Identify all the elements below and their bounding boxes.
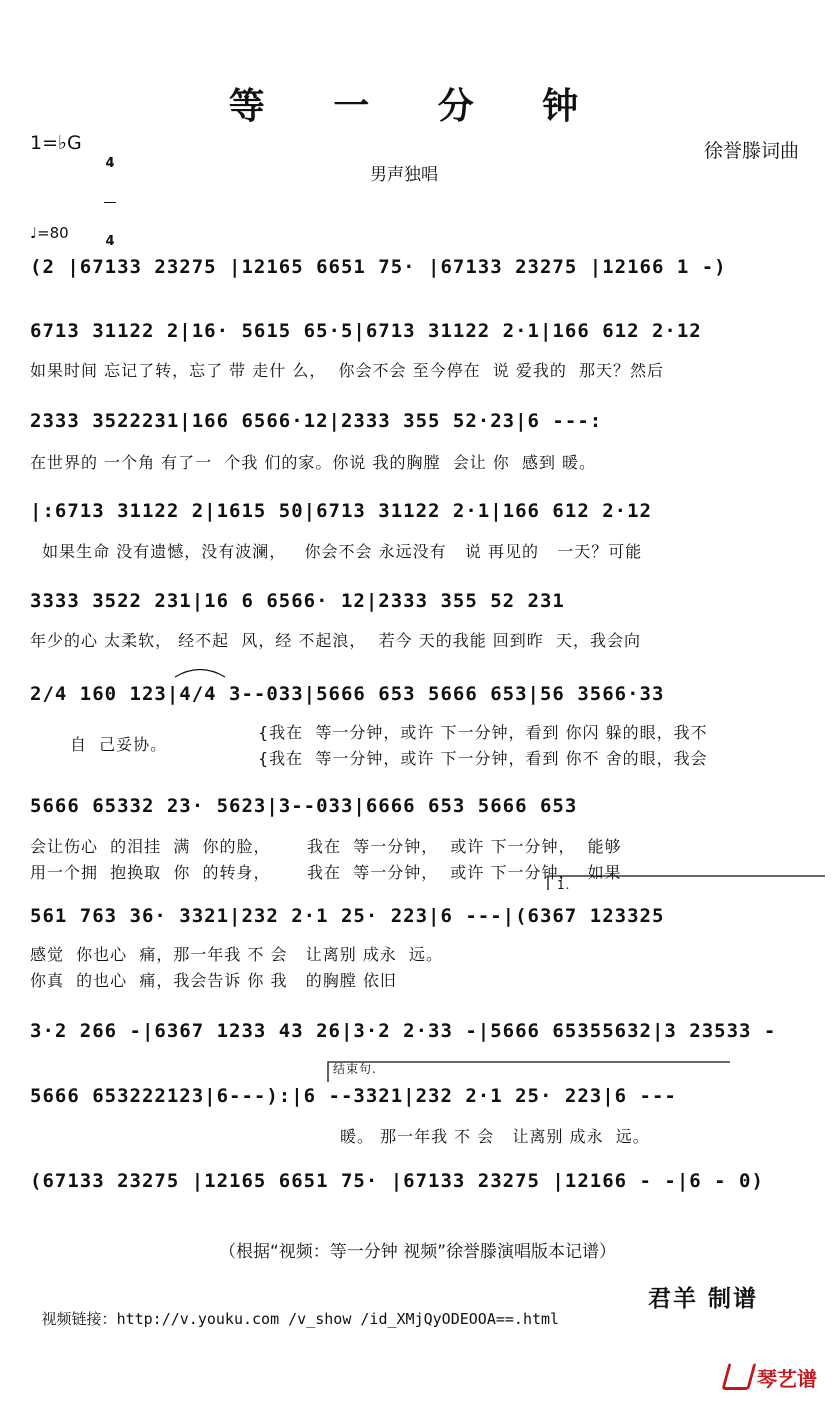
transcription-note: （根据“视频：等一分钟 视频”徐誉滕演唱版本记谱） (218, 1242, 617, 1262)
staff-line-6-notes: 2/4 160 123|4/4 3--033|5666 653 5666 653|56 3566·33 (30, 683, 665, 705)
video-link (32, 1290, 559, 1329)
staff-line-7-lyrics-verse-2: 用一个拥 抱换取 你 的转身， 我在 等一分钟， 或许 下一分钟， 如果 (30, 863, 622, 882)
slur (175, 670, 225, 678)
logo-text: 琴艺谱 (757, 1367, 817, 1391)
key-signature: 1=♭G (30, 132, 82, 154)
volta-1-label: 1. (557, 878, 571, 892)
staff-line-3-notes: 2333 3522231|166 6566·12|2333 355 52·23|6 ---: (30, 410, 603, 432)
site-logo (725, 1362, 817, 1392)
staff-line-1-notes: (2 |67133 23275 |12165 6651 75· |67133 23275 |12166 1 -) (30, 256, 727, 278)
performance-type: 男声独唱 (370, 165, 438, 185)
staff-line-6-lyrics-verse-2: {我在 等一分钟，或许 下一分钟，看到 你不 舍的眼，我会 (258, 749, 708, 768)
staff-line-2-notes: 6713 31122 2|16· 5615 65·5|6713 31122 2·1|166 612 2·12 (30, 320, 702, 342)
song-title: 等 一 分 钟 (228, 85, 607, 127)
staff-line-5-notes: 3333 3522 231|16 6 6566· 12|2333 355 52 231 (30, 590, 565, 612)
volta-ending-label: 结束句. (333, 1062, 377, 1076)
video-link-url[interactable]: http://v.youku.com /v_show /id_XMjQyODEOOA==.html (116, 1310, 560, 1328)
staff-line-8-lyrics-verse-1: 感觉 你也心 痛，那一年我 不 会 让离别 成永 远。 (30, 945, 444, 964)
staff-line-8-notes: 561 763 36· 3321|232 2·1 25· 223|6 ---|(6367 123325 (30, 905, 665, 927)
staff-line-7-notes: 5666 65332 23· 5623|3--033|6666 653 5666 653 (30, 795, 578, 817)
staff-line-4-notes: |:6713 31122 2|1615 50|6713 31122 2·1|166 612 2·12 (30, 500, 652, 522)
time-signature-top: 4 (105, 156, 115, 171)
staff-line-7-lyrics-verse-1: 会让伤心 的泪挂 满 你的脸， 我在 等一分钟， 或许 下一分钟， 能够 (30, 837, 622, 856)
staff-line-6-lyrics: 自 己妥协。 (70, 735, 168, 754)
staff-line-2-lyrics: 如果时间 忘记了转，忘了 带 走什 么， 你会不会 至今停在 说 爱我的 那天？然后 (30, 361, 665, 380)
staff-line-11-notes: (67133 23275 |12165 6651 75· |67133 23275 |12166 - -|6 - 0) (30, 1170, 764, 1192)
staff-line-10-notes: 5666 653222123|6---):|6 --3321|232 2·1 25· 223|6 --- (30, 1085, 677, 1107)
logo-icon (721, 1362, 757, 1390)
scribe-signature: 君羊 制谱 (648, 1285, 759, 1312)
staff-line-6-lyrics-verse-1: {我在 等一分钟，或许 下一分钟，看到 你闪 躲的眼，我不 (258, 723, 708, 742)
staff-line-3-lyrics: 在世界的 一个角 有了一 个我 们的家。你说 我的胸膛 会让 你 感到 暖。 (30, 453, 597, 472)
time-signature-bottom: 4 (105, 234, 115, 249)
staff-line-4-lyrics: 如果生命 没有遗憾，没有波澜， 你会不会 永远没有 说 再见的 一天？可能 (30, 542, 643, 561)
video-link-label: 视频链接： (41, 1310, 117, 1328)
volta-1-bracket (548, 876, 825, 890)
staff-line-10-lyrics: 暖。 那一年我 不 会 让离别 成永 远。 (340, 1127, 650, 1146)
volta-ending-bracket (328, 1062, 730, 1082)
tempo-marking: ♩=80 (30, 224, 69, 242)
staff-line-8-lyrics-verse-2: 你真 的也心 痛，我会告诉 你 我 的胸膛 依旧 (30, 971, 397, 990)
staff-line-5-lyrics: 年少的心 太柔软， 经不起 风，经 不起浪， 若今 天的我能 回到昨 天，我会向 (30, 631, 641, 650)
staff-line-9-notes: 3·2 266 -|6367 1233 43 26|3·2 2·33 -|5666 65355632|3 23533 - (30, 1020, 777, 1042)
author-credit: 徐誉滕词曲 (703, 140, 799, 162)
